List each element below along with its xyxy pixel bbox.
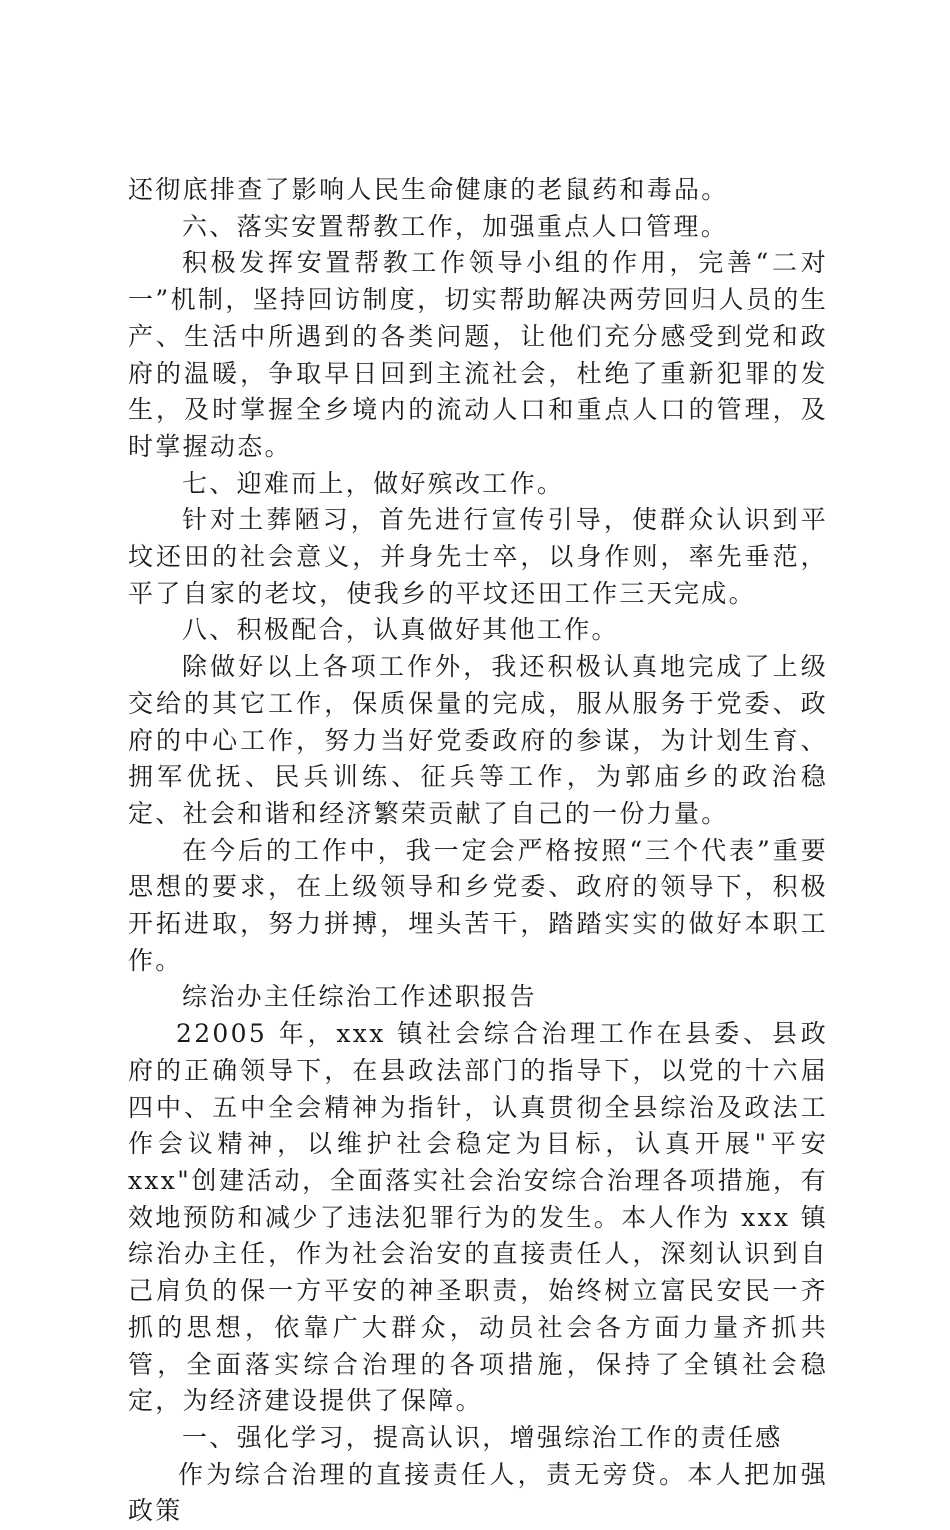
document-body — [128, 172, 828, 1530]
paragraph-other-work: 除做好以上各项工作外，我还积极认真地完成了上级交给的其它工作，保质保量的完成，服从服务于党委、政府的中心工作，努力当好党委政府的参谋，为计划生育、拥军优抚、民兵训练、征兵等工作，为郭庙乡的政治稳定、社会和谐和经济繁荣贡献了自己的一份力量。 — [128, 652, 828, 828]
paragraph-future-work: 在今后的工作中，我一定会严格按照“三个代表”重要思想的要求，在上级领导和乡党委、政府的领导下，积极开拓进取，努力拼搏，埋头苦干，踏踏实实的做好本职工作。 — [128, 835, 828, 975]
report-title: 综治办主任综治工作述职报告 — [182, 982, 537, 1012]
section-heading-6: 六、落实安置帮教工作，加强重点人口管理。 — [182, 211, 729, 241]
paragraph-funeral-reform: 针对土葬陋习，首先进行宣传引导，使群众认识到平坟还田的社会意义，并身先士卒，以身作则，率先垂范，平了自家的老坟，使我乡的平坟还田工作三天完成。 — [128, 505, 828, 608]
section-heading-1: 一、强化学习，提高认识，增强综治工作的责任感 — [182, 1422, 783, 1452]
paragraph-responsibility: 作为综合治理的直接责任人，责无旁贷。本人把加强政策 — [128, 1459, 828, 1526]
paragraph-resettlement: 积极发挥安置帮教工作领导小组的作用，完善“二对一”机制，坚持回访制度，切实帮助解决两劳回归人员的生产、生活中所遇到的各类问题，让他们充分感受到党和政府的温暖，争取早日回到主流社会，杜绝了重新犯罪的发生，及时掌握全乡境内的流动人口和重点人口的管理，及时掌握动态。 — [128, 248, 828, 461]
section-heading-7: 七、迎难而上，做好殡改工作。 — [182, 468, 565, 498]
paragraph-report-intro: 22005 年，xxx 镇社会综合治理工作在县委、县政府的正确领导下，在县政法部门的指导下，以党的十六届四中、五中全会精神为指针，认真贯彻全县综治及政法工作会议精神，以维护社会稳定为目标，认真开展"平安 xxx"创建活动，全面落实社会治安综合治理各项措施，有效地预防和减少了违法犯罪行为的发生。本人作为 xxx 镇综治办主任，作为社会治安的直接责任人，深刻认识到自己肩负的保一方平安的神圣职责，始终树立富民安民一齐抓的思想，依靠广大群众，动员社会各方面力量齐抓共管，全面落实综合治理的各项措施，保持了全镇社会稳定，为经济建设提供了保障。 — [128, 1019, 828, 1416]
paragraph-1: 还彻底排查了影响人民生命健康的老鼠药和毒品。 — [128, 175, 729, 204]
section-heading-8: 八、积极配合，认真做好其他工作。 — [182, 615, 619, 645]
